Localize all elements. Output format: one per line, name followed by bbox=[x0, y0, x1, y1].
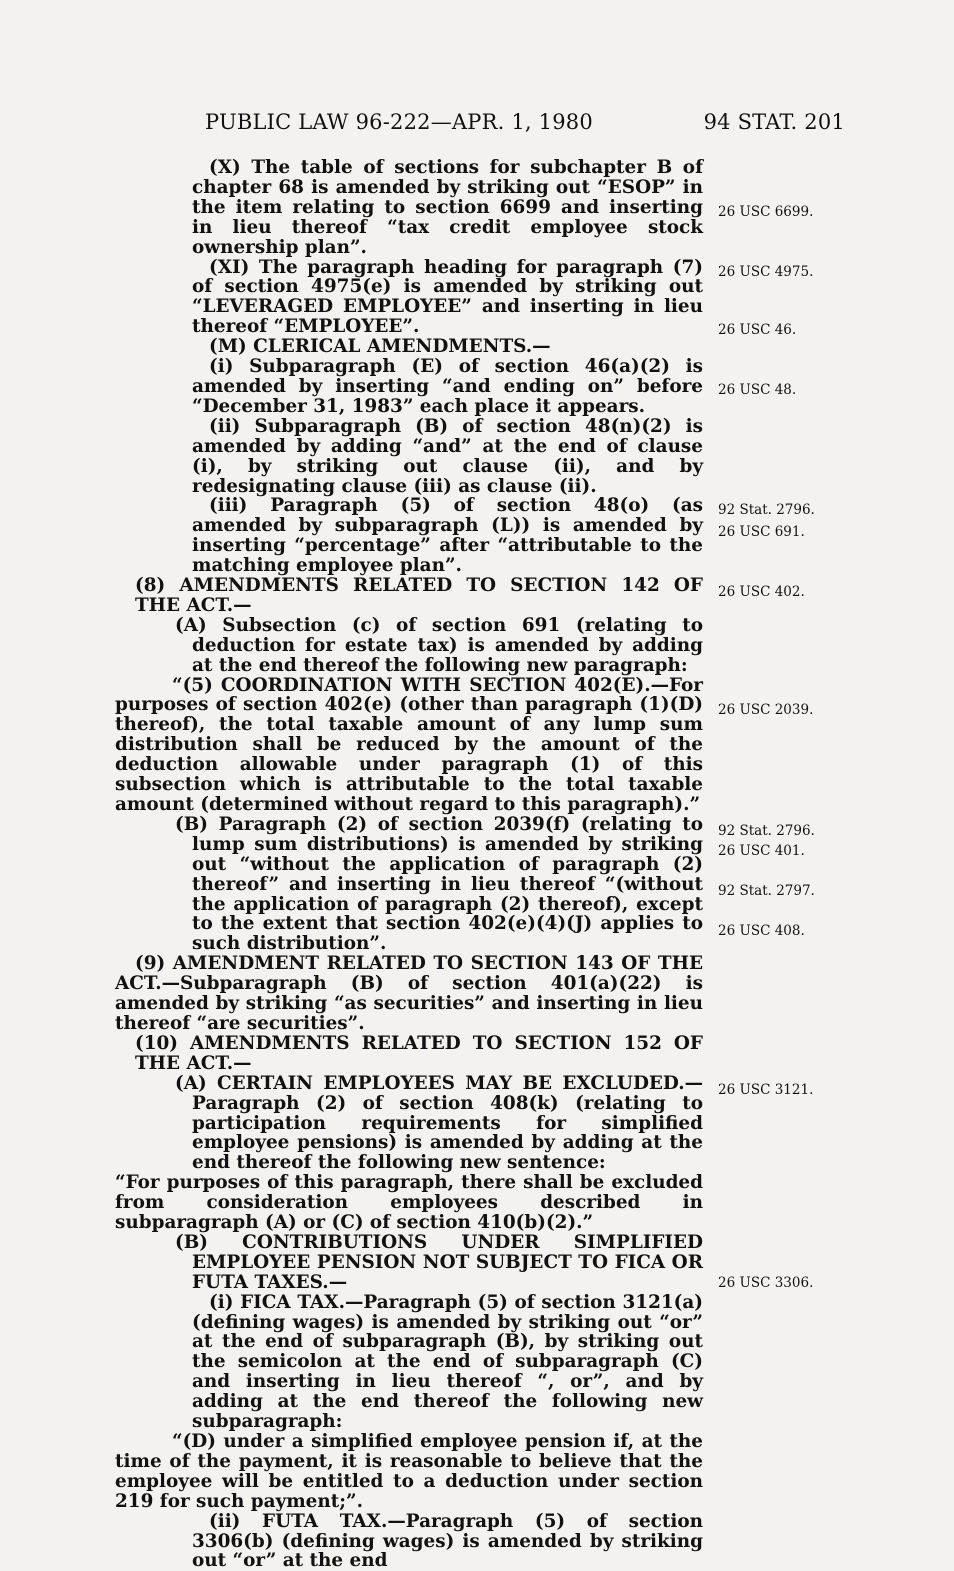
heading-clerical-amendments: (M) CLERICAL AMENDMENTS.— bbox=[209, 336, 551, 358]
margin-note: 26 USC 408. bbox=[718, 923, 805, 939]
margin-note: 26 USC 48. bbox=[718, 382, 797, 398]
margin-note: 26 USC 2039. bbox=[718, 702, 814, 718]
paragraph-9: (9) AMENDMENT RELATED TO SECTION 143 OF THE ACT.—Subparagraph (B) of section 401(a)(22) is amended by striking “as securities” and inserting in lieu thereof “are securities”. bbox=[115, 953, 703, 1034]
margin-note: 26 USC 401. bbox=[718, 843, 805, 859]
margin-note: 26 USC 3306. bbox=[718, 1275, 814, 1291]
heading-section-8: (8) AMENDMENTS RELATED TO SECTION 142 OF THE ACT.— bbox=[135, 575, 703, 616]
margin-note: 26 USC 4975. bbox=[718, 264, 814, 280]
quoted-sentence-10a: “For purposes of this paragraph, there shall be excluded from consideration employees described in subparagraph (A) or (C) of section 410(b)(2).” bbox=[115, 1172, 703, 1234]
heading-section-10: (10) AMENDMENTS RELATED TO SECTION 152 OF THE ACT.— bbox=[135, 1032, 703, 1074]
margin-note: 92 Stat. 2796. bbox=[718, 823, 815, 839]
header-title: PUBLIC LAW 96-222—APR. 1, 1980 bbox=[205, 110, 593, 134]
margin-note: 26 USC 691. bbox=[718, 524, 805, 540]
quoted-paragraph-5: “(5) COORDINATION WITH SECTION 402(E).—For purposes of section 402(e) (other than paragraph (1)(D) thereof), the total taxable amount of any lump sum distribution shall be reduced by the amount of the deduction allowable under paragraph (1) of this subsection which is attributable to the total taxable amount (determined without regard to this paragraph).” bbox=[115, 674, 703, 815]
quoted-subparagraph-d: “(D) under a simplified employee pension if, at the time of the payment, it is reasonable to believe that the employee will be entitled to a deduction under section 219 for such payment;”. bbox=[115, 1431, 703, 1512]
header-statute-page: 94 STAT. 201 bbox=[703, 110, 845, 134]
clause-m-iii: (iii) Paragraph (5) of section 48(o) (as amended by subparagraph (L)) is amended by inserting “percentage” after “attributable to the matching employee plan”. bbox=[192, 495, 703, 577]
margin-note: 92 Stat. 2797. bbox=[718, 883, 815, 899]
clause-m-i: (i) Subparagraph (E) of section 46(a)(2) is amended by inserting “and ending on” before “December 31, 1983” each place it appears. bbox=[192, 356, 703, 417]
clause-futa-tax: (ii) FUTA TAX.—Paragraph (5) of section 3306(b) (defining wages) is amended by striking out “or” at the end bbox=[192, 1510, 703, 1571]
margin-note: 26 USC 402. bbox=[718, 584, 805, 600]
clause-m-ii: (ii) Subparagraph (B) of section 48(n)(2) is amended by adding “and” at the end of clause (i), by striking out clause (ii), and by redesignating clause (iii) as clause (ii). bbox=[192, 415, 703, 497]
margin-note: 26 USC 3121. bbox=[718, 1082, 814, 1098]
margin-note: 26 USC 46. bbox=[718, 322, 797, 338]
paragraph-xi: (XI) The paragraph heading for paragraph (7) of section 4975(e) is amended by striking out “LEVERAGED EMPLOYEE” and inserting in lieu thereof “EMPLOYEE”. bbox=[192, 256, 703, 338]
paragraph-x: (X) The table of sections for subchapter B of chapter 68 is amended by striking out “ESOP” in the item relating to section 6699 and inserting in lieu thereof “tax credit employee stock ownership plan”. bbox=[192, 157, 703, 258]
margin-note: 26 USC 6699. bbox=[718, 204, 814, 220]
subparagraph-8a: (A) Subsection (c) of section 691 (relating to deduction for estate tax) is amended by adding at the end thereof the following new paragraph: bbox=[175, 614, 703, 676]
subparagraph-10a: (A) CERTAIN EMPLOYEES MAY BE EXCLUDED.—Paragraph (2) of section 408(k) (relating to participation requirements for simplified employee pensions) is amended by adding at the end thereof the following new sentence: bbox=[175, 1072, 703, 1174]
subparagraph-8b: (B) Paragraph (2) of section 2039(f) (relating to lump sum distributions) is amended by striking out “without the application of paragraph (2) thereof” and inserting in lieu thereof “(without the application of paragraph (2) thereof), except to the extent that section 402(e)(4)(J) applies to such distribution”. bbox=[175, 813, 703, 955]
document-body bbox=[115, 158, 703, 1571]
margin-note: 92 Stat. 2796. bbox=[718, 502, 815, 518]
subparagraph-10b-heading: (B) CONTRIBUTIONS UNDER SIMPLIFIED EMPLOYEE PENSION NOT SUBJECT TO FICA OR FUTA TAXES.— bbox=[175, 1231, 703, 1293]
clause-fica-tax: (i) FICA TAX.—Paragraph (5) of section 3121(a) (defining wages) is amended by striking out “or” at the end of subparagraph (B), by striking out the semicolon at the end of subparagraph (C) and inserting in lieu thereof “, or”, and by adding at the end thereof the following new subparagraph: bbox=[192, 1291, 703, 1433]
